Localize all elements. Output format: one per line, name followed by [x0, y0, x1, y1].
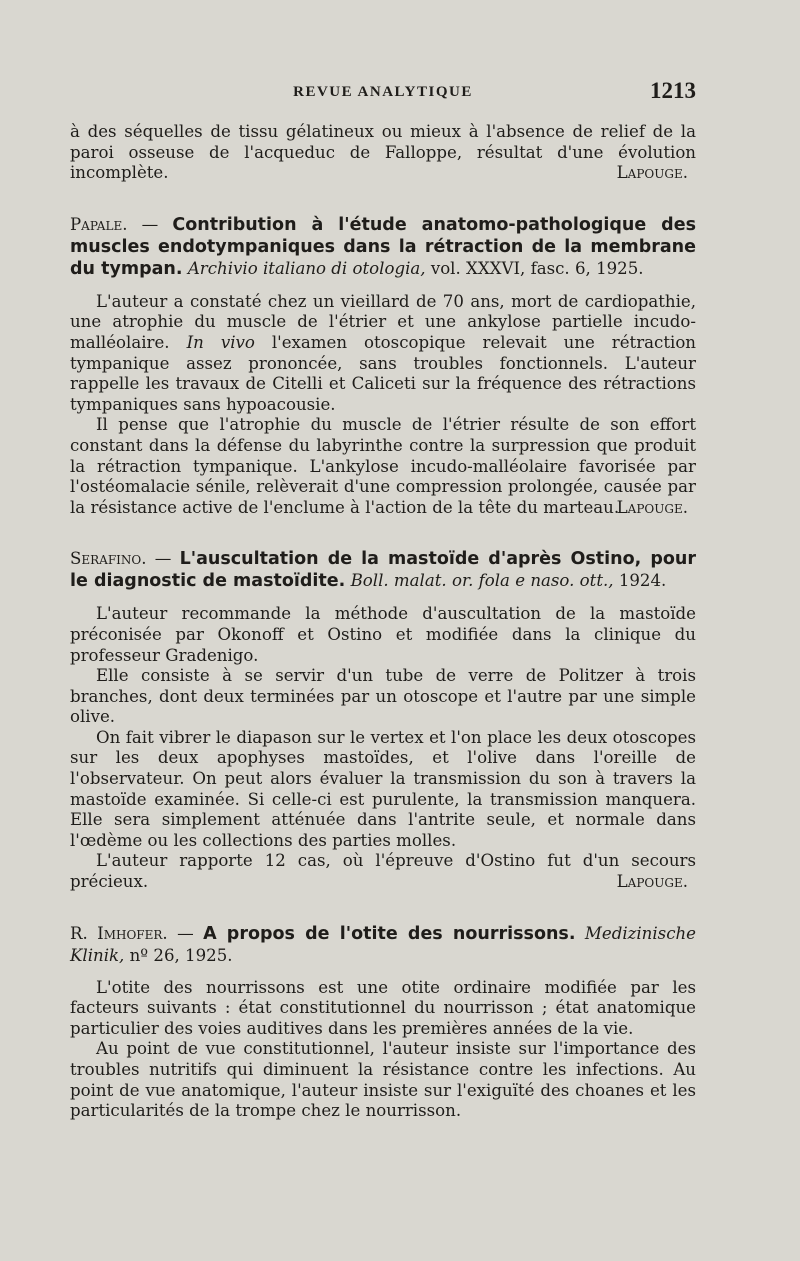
entry-paragraph: L'auteur a constaté chez un vieillard de 70 ans, mort de cardiopathie, une atrophie du muscle de l'étrier et une ankylose partielle incudo-malléolaire. In vivo l'examen otoscopique relevait une rétraction tympanique assez prononcée, sans troubles fonctionnels. L'auteur rappelle les travaux de Citelli et Caliceti sur la fréquence des rétractions tympaniques sans hypoacousie. — [70, 291, 696, 414]
entry-heading — [70, 923, 696, 966]
entry-title: Contribution à l'étude anatomo-pathologique des muscles endotympaniques dans la rétraction de la membrane du tympan. — [70, 214, 696, 279]
entry-paragraph: L'auteur recommande la méthode d'auscultation de la mastoïde préconisée par Okonoff et Ostino et modifiée dans la clinique du professeur Gradenigo. — [70, 604, 696, 665]
running-header — [70, 78, 696, 112]
entry-citation: 1924. — [613, 571, 667, 591]
review-entry-papale — [70, 214, 696, 519]
entry-citation: nº 26, 1925. — [124, 945, 233, 965]
entry-signature: Lapouge. — [616, 497, 688, 517]
entry-title: L'auscultation de la mastoïde d'après Ostino, pour le diagnostic de mastoïdite. — [70, 549, 696, 592]
entry-title: A propos de l'otite des nourrissons. — [203, 923, 576, 944]
page-number: 1213 — [650, 78, 696, 103]
entry-signature: Lapouge. — [616, 872, 688, 892]
entry-author: Serafino. — [70, 549, 147, 569]
entry-paragraph: Elle consiste à se servir d'un tube de verre de Politzer à trois branches, dont deux terminées par un otoscope et l'autre par une simple olive. — [70, 666, 696, 727]
entry-journal: Archivio italiano di otologia, — [187, 258, 426, 278]
entry-paragraph: L'otite des nourrissons est une otite ordinaire modifiée par les facteurs suivants : état constitutionnel du nourrisson ; état anatomique particulier des voies auditives dans les premières années de la vie. — [70, 977, 696, 1038]
entry-paragraph: L'auteur rapporte 12 cas, où l'épreuve d'Ostino fut d'un secours précieux. — [70, 851, 696, 892]
review-entry-imhofer — [70, 923, 696, 1122]
intro-paragraph: à des séquelles de tissu gélatineux ou mieux à l'absence de relief de la paroi osseuse de l'acqueduc de Falloppe, résultat d'une évolution incomplète. — [70, 122, 696, 183]
entry-author: R. Imhofer. — [70, 923, 168, 943]
latin-phrase: In vivo — [186, 332, 255, 352]
page-content — [70, 122, 696, 1122]
running-title: REVUE ANALYTIQUE — [293, 84, 473, 100]
entry-author: Papale. — [70, 214, 128, 234]
entry-heading — [70, 548, 696, 592]
review-entry-serafino — [70, 548, 696, 892]
entry-paragraph: Il pense que l'atrophie du muscle de l'étrier résulte de son effort constant dans la défense du labyrinthe contre la surpression que produit la rétraction tympanique. L'ankylose incudo-malléolaire favorisée par l'ostéomalacie sénile, relèverait d'une compression prolongée, causée par la résistance active de l'enclume à l'action de la tête du marteau. — [70, 415, 696, 517]
entry-citation: vol. XXXVI, fasc. 6, 1925. — [425, 258, 644, 278]
entry-heading — [70, 214, 696, 280]
entry-paragraph: On fait vibrer le diapason sur le vertex et l'on place les deux otoscopes sur les deux apophyses mastoïdes, et l'olive dans l'oreille de l'observateur. On peut alors évaluer la transmission du son à travers la mastoïde examinée. Si celle-ci est purulente, la transmission manquera. Elle sera simplement atténuée dans l'antrite seule, et normale dans l'œdème ou les collections des parties molles. — [70, 727, 696, 850]
intro-signature: Lapouge. — [616, 163, 688, 183]
entry-journal: Medizinische Klinik, — [70, 923, 696, 965]
intro-block — [70, 122, 696, 184]
entry-journal: Boll. malat. or. fola e naso. ott., — [350, 571, 614, 591]
entry-dash: — — [146, 549, 180, 569]
entry-dash: — — [167, 923, 204, 943]
entry-paragraph: Au point de vue constitutionnel, l'auteur insiste sur l'importance des troubles nutritifs qui diminuent la résistance contre les infections. Au point de vue anatomique, l'auteur insiste sur l'exiguïté des choanes et les particularités de la trompe chez le nourrisson. — [70, 1039, 696, 1121]
entry-dash: — — [127, 214, 173, 234]
